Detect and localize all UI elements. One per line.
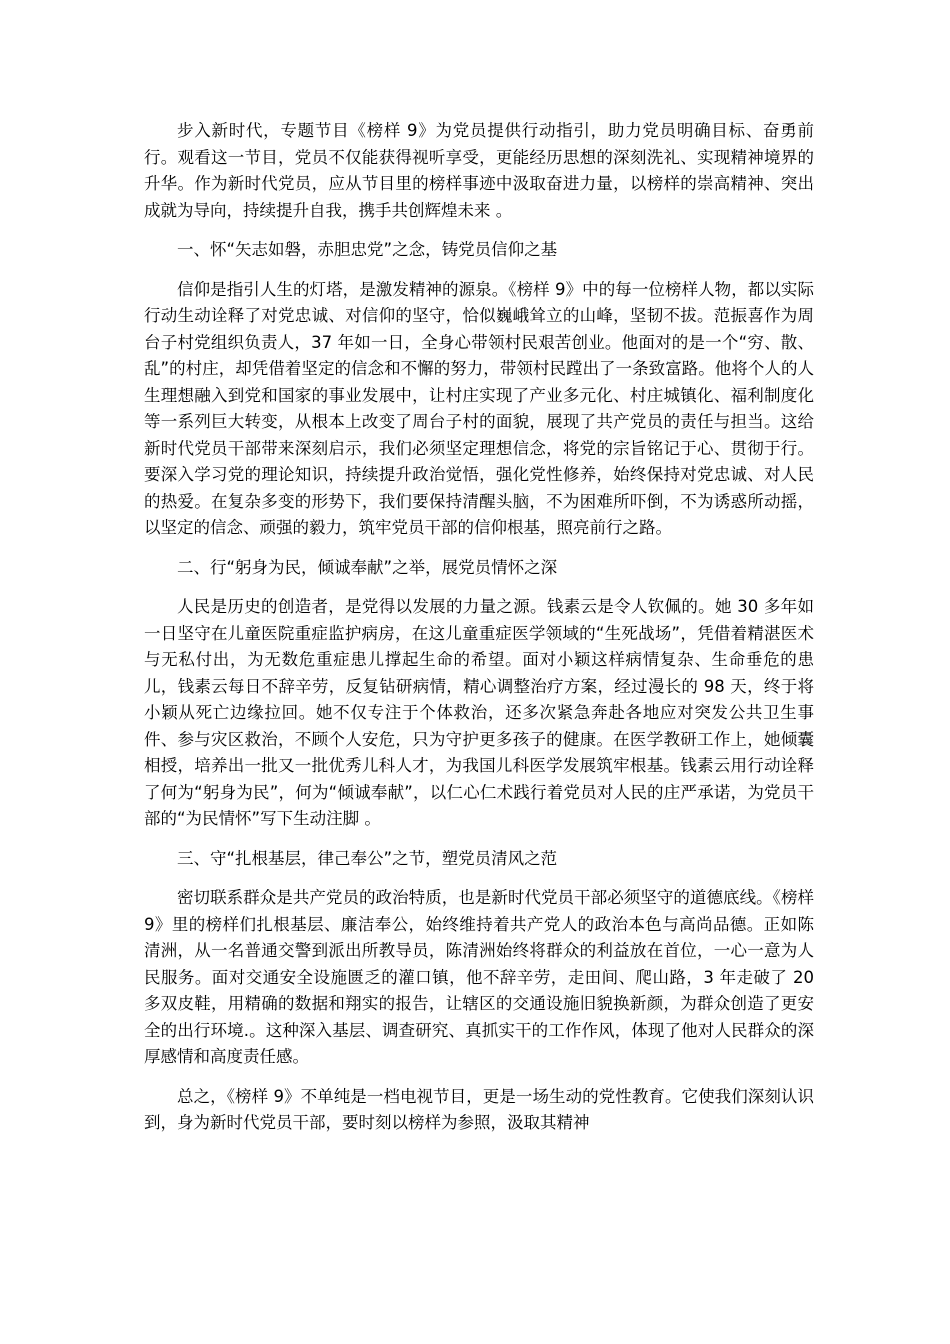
section-2-heading: 二、行“躬身为民，倾诚奉献”之举，展党员情怀之深 [177,557,558,577]
section-3-paragraph: 密切联系群众是共产党员的政治特质，也是新时代党员干部必须坚守的道德底线。《榜样 9》里的榜样们扎根基层、廉洁奉公，始终维持着共产党人的政治本色与高尚品德。正如陈清洲，从一名普通交警到派出所教导员，陈清洲始终将群众的利益放在首位，一心一意为人民服务。面对交通安全设施匮乏的灌口镇，他不辞辛劳，走田间、爬山路，3 年走破了 20 多双皮鞋，用精确的数据和翔实的报告，让辖区的交通设施旧貌换新颜，为群众创造了更安全的出行环境.。这种深入基层、调查研究、真抓实干的工作作风，体现了他对人民群众的深厚感情和高度责任感。 [144,888,820,1066]
section-1-heading: 一、怀“矢志如磐，赤胆忠党”之念，铸党员信仰之基 [177,240,558,259]
section-1-paragraph: 信仰是指引人生的灯塔，是激发精神的源泉。《榜样 9》中的每一位榜样人物，都以实际行动生动诠释了对党忠诚、对信仰的坚守，恰似巍峨耸立的山峰，坚韧不拔。范振喜作为周台子村党组织负责人，37 年如一日，全身心带领村民艰苦创业。他面对的是一个“穷、散、乱”的村庄，却凭借着坚定的信念和不懈的努力，带领村民蹚出了一条致富路。他将个人的人生理想融入到党和国家的事业发展中，让村庄实现了产业多元化、村庄城镇化、福利制度化等一系列巨大转变，从根本上改变了周台子村的面貌，展现了共产党员的责任与担当。这给新时代党员干部带来深刻启示，我们必须坚定理想信念，将党的宗旨铭记于心、贯彻于行。要深入学习党的理论知识，持续提升政治觉悟，强化党性修养，始终保持对党忠诚、对人民的热爱。在复杂多变的形势下，我们要保持清醒头脑，不为困难所吓倒，不为诱惑所动摇，以坚定的信念、顽强的毅力，筑牢党员干部的信仰根基，照亮前行之路。 [144,279,814,537]
section-2-paragraph: 人民是历史的创造者，是党得以发展的力量之源。钱素云是令人钦佩的。她 30 多年如一日坚守在儿童医院重症监护病房，在这儿童重症医学领域的“生死战场”，凭借着精湛医术与无私付出，为无数危重症患儿撑起生命的希望。面对小颖这样病情复杂、生命垂危的患儿，钱素云每日不辞辛劳，反复钻研病情，精心调整治疗方案，经过漫长的 98 天，终于将小颖从死亡边缘拉回。她不仅专注于个体救治，还多次紧急奔赴各地应对突发公共卫生事件、参与灾区救治，不顾个人安危，只为守护更多孩子的健康。在医学教研工作上，她倾囊相授，培养出一批又一批优秀儿科人才，为我国儿科医学发展筑牢根基。钱素云用行动诠释了何为“躬身为民”，何为“倾诚奉献”，以仁心仁术践行着党员对人民的庄严承诺，为党员干部的“为民情怀”写下生动注脚 。 [144,597,814,828]
conclusion-paragraph: 总之，《榜样 9》不单纯是一档电视节目，更是一场生动的党性教育。它使我们深刻认识到，身为新时代党员干部，要时刻以榜样为参照，汲取其精神 [144,1086,814,1132]
section-3-heading: 三、守“扎根基层，律己奉公”之节，塑党员清风之范 [177,848,558,868]
intro-paragraph: 步入新时代，专题节目《榜样 9》为党员提供行动指引，助力党员明确目标、奋勇前行。观看这一节目，党员不仅能获得视听享受，更能经历思想的深刻洗礼、实现精神境界的升华。作为新时代党员，应从节目里的榜样事迹中汲取奋进力量，以榜样的崇高精神、突出成就为导向，持续提升自我，携手共创辉煌未来 。 [144,121,814,220]
document-body [144,118,820,1137]
